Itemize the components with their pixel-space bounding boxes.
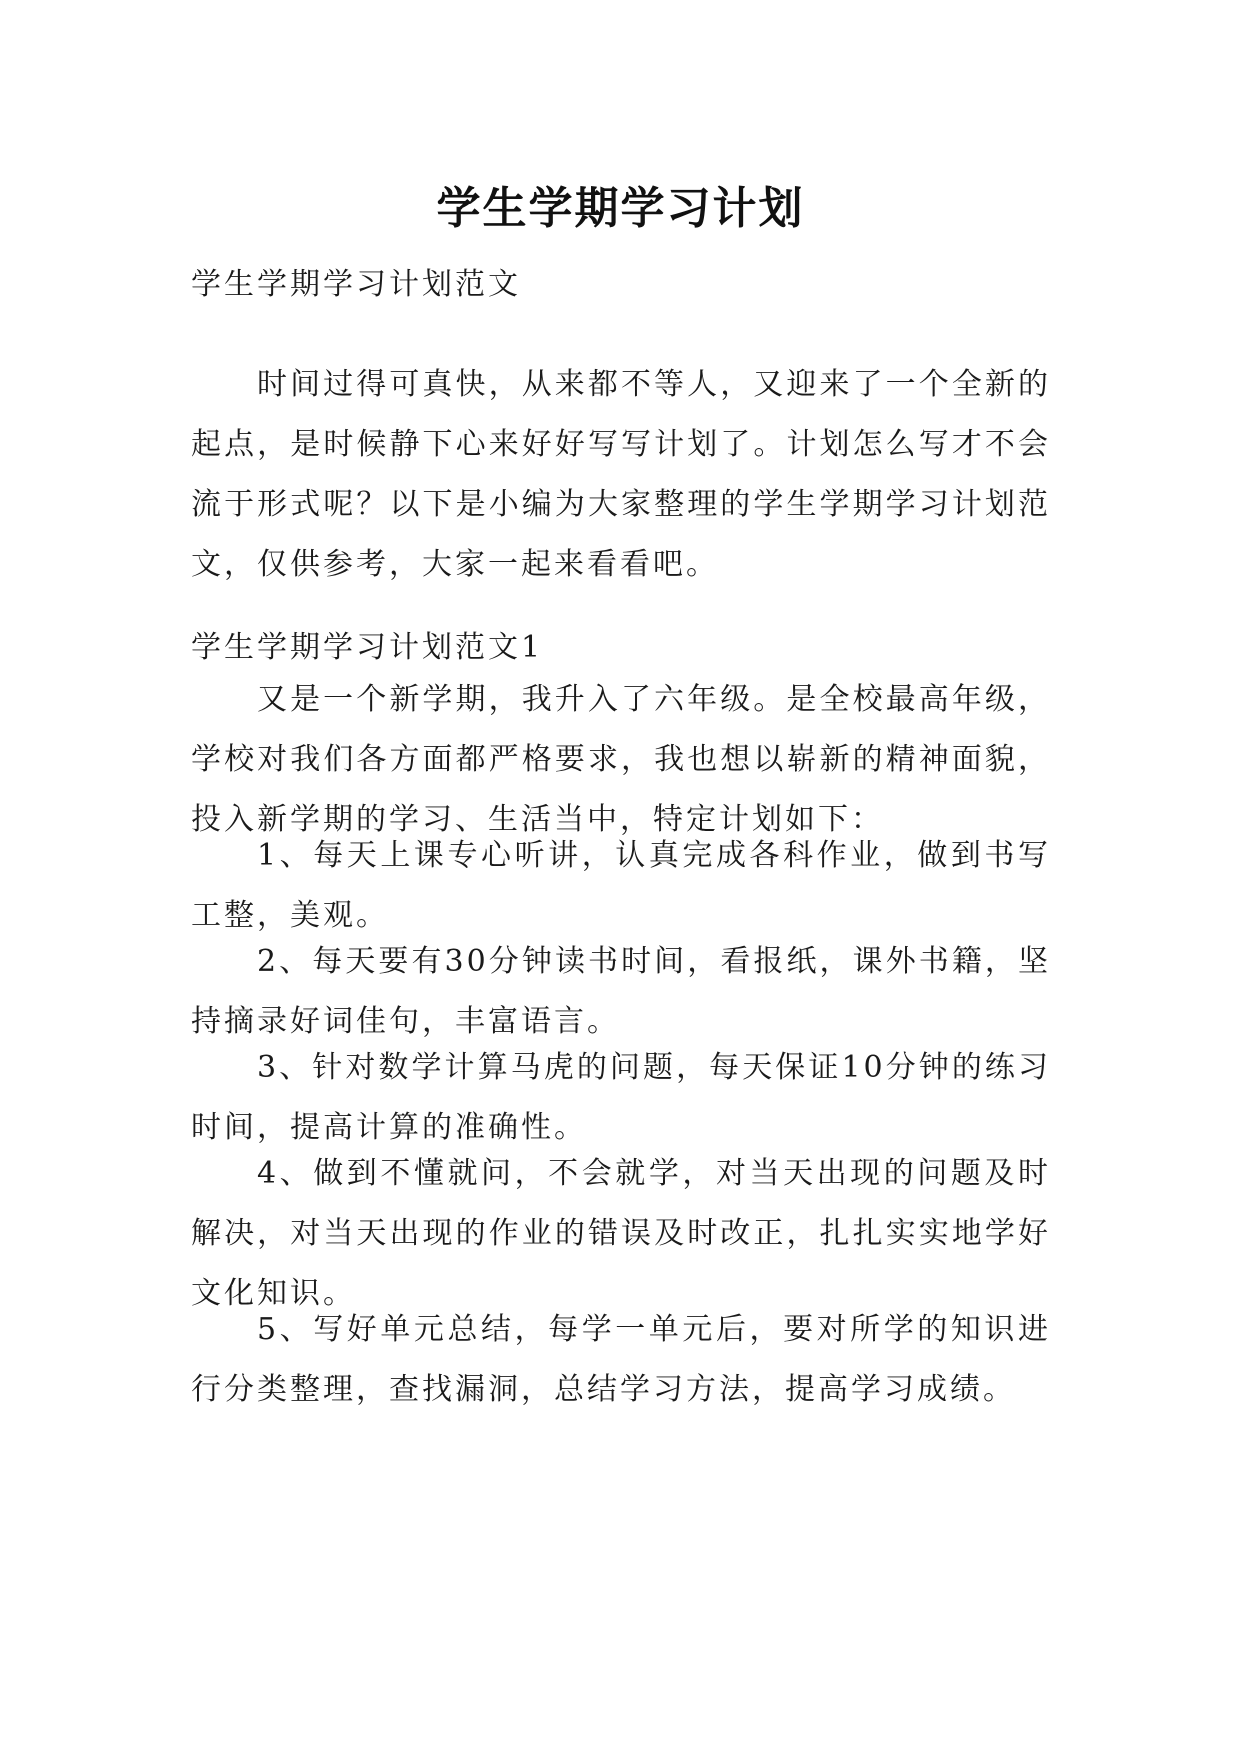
page-title: 学生学期学习计划 bbox=[436, 183, 805, 235]
section-heading: 学生学期学习计划范文1 bbox=[191, 630, 544, 665]
subtitle: 学生学期学习计划范文 bbox=[191, 267, 521, 302]
list-item: 2、每天要有30分钟读书时间，看报纸，课外书籍，坚持摘录好词佳句，丰富语言。 bbox=[191, 944, 1051, 1039]
intro-paragraph: 时间过得可真快，从来都不等人，又迎来了一个全新的起点，是时候静下心来好好写写计划了。计划怎么写才不会流于形式呢？以下是小编为大家整理的学生学期学习计划范文，仅供参考，大家一起来看看吧。 bbox=[191, 367, 1051, 582]
list-item: 1、每天上课专心听讲，认真完成各科作业，做到书写工整，美观。 bbox=[191, 838, 1051, 933]
list-item: 4、做到不懂就问，不会就学，对当天出现的问题及时解决，对当天出现的作业的错误及时改正，扎扎实实地学好文化知识。 bbox=[191, 1156, 1051, 1311]
list-item: 5、写好单元总结，每学一单元后，要对所学的知识进行分类整理，查找漏洞，总结学习方法，提高学习成绩。 bbox=[191, 1312, 1051, 1407]
list-item: 3、针对数学计算马虎的问题，每天保证10分钟的练习时间，提高计算的准确性。 bbox=[191, 1050, 1051, 1145]
section-intro-paragraph: 又是一个新学期，我升入了六年级。是全校最高年级，学校对我们各方面都严格要求，我也想以崭新的精神面貌，投入新学期的学习、生活当中，特定计划如下： bbox=[191, 682, 1051, 837]
